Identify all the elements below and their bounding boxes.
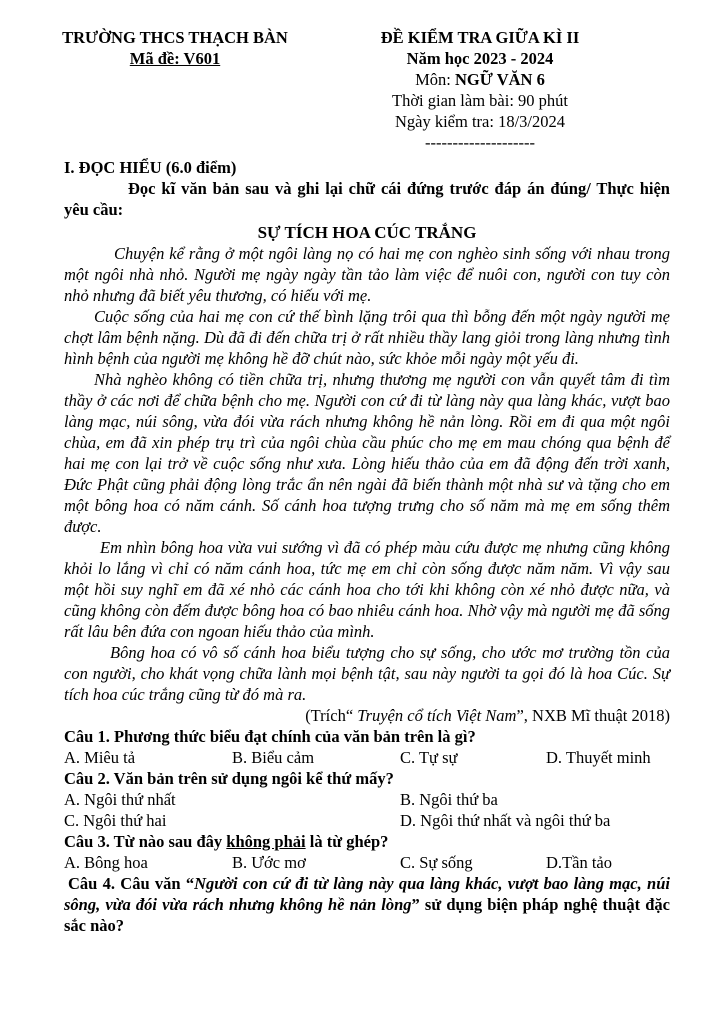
- question-4: [64, 873, 670, 936]
- story-paragraph: Nhà nghèo không có tiền chữa trị, nhưng thương mẹ người con vẫn quyết tâm đi tìm thầy ở các nơi để chữa bệnh cho mẹ. Người con cứ đi từ làng này qua làng khác, vượt bao làng mạc, núi sông, vừa đói vừa rách nhưng không hề nản lòng. Rồi em đi qua một ngôi chùa, em đã xin phép trụ trì của ngôi chùa cầu phúc cho mẹ em mau chóng qua bệnh để hai mẹ con lại trở về cuộc sống như xưa. Lòng hiếu thảo của em đã động đến trời xanh, Đức Phật cũng phải động lòng trắc ẩn nên ngài đã biến thành một nhà sư và tặng cho em một bông hoa có năm cánh. Số cánh hoa tượng trưng cho số năm mà mẹ em sống thêm được.: [64, 370, 670, 536]
- question-1: Câu 1. Phương thức biểu đạt chính của văn bản trên là gì?: [64, 727, 476, 746]
- option-b: B. Ước mơ: [232, 853, 306, 872]
- subject-name: NGỮ VĂN 6: [455, 70, 545, 89]
- option-c: C. Tự sự: [400, 748, 458, 767]
- exam-date: Ngày kiểm tra: 18/3/2024: [394, 112, 565, 131]
- school-name: TRƯỜNG THCS THẠCH BÀN: [62, 28, 288, 47]
- option-d: D. Ngôi thứ nhất và ngôi thứ ba: [400, 811, 611, 830]
- source-suffix: ”, NXB Mĩ thuật 2018): [516, 706, 670, 725]
- story-paragraph: Cuộc sống của hai mẹ con cứ thế bình lặng trôi qua thì bỗng đến một ngày người mẹ chợt lâm bệnh nặng. Dù đã đi đến chữa trị ở rất nhiều thầy lang giỏi trong làng nhưng tình hình bệnh của người mẹ không hề đỡ chút nào, sức khỏe mỗi ngày một yếu đi.: [64, 307, 670, 368]
- question-2: Câu 2. Văn bản trên sử dụng ngôi kể thứ mấy?: [64, 769, 394, 788]
- option-b: B. Ngôi thứ ba: [400, 790, 498, 809]
- subject-prefix: Môn:: [415, 70, 456, 89]
- story-paragraph: Em nhìn bông hoa vừa vui sướng vì đã có phép màu cứu được mẹ nhưng cũng không khỏi lo lắng vì chỉ có năm cánh hoa, tức mẹ em chỉ còn sống được năm năm. Vì vậy sau một hồi suy nghĩ em đã xé nhỏ các cánh hoa cho tới khi không còn xé nhỏ được nữa, và cũng không còn đếm được bông hoa có bao nhiêu cánh hoa. Nhờ vậy mà người mẹ đã sống rất lâu bên đứa con ngoan hiếu thảo của mình.: [64, 538, 670, 641]
- question-3: [64, 831, 670, 852]
- option-d: D. Thuyết minh: [546, 748, 651, 767]
- question-1-options: [64, 747, 670, 768]
- question-2-options-row-1: [64, 789, 670, 810]
- header-left: [30, 27, 320, 69]
- story-source: [64, 705, 670, 726]
- option-b: B. Biểu cảm: [232, 748, 315, 767]
- option-c: C. Sự sống: [400, 853, 473, 872]
- option-d: D.Tần tảo: [546, 853, 612, 872]
- question-3-options: [64, 852, 670, 873]
- option-a: A. Miêu tả: [64, 748, 136, 767]
- question-4-text-before: Câu 4. Câu văn “: [68, 874, 195, 893]
- question-4-text-after: ” sử dụng biện pháp nghệ thuật đặc sắc nào?: [64, 895, 670, 935]
- option-c: C. Ngôi thứ hai: [64, 811, 167, 830]
- subject-line: [350, 69, 610, 90]
- question-3-text-before: Câu 3. Từ nào sau đây: [64, 832, 227, 851]
- source-prefix: (Trích“: [305, 706, 358, 725]
- exam-title: ĐỀ KIỂM TRA GIỮA KÌ II: [380, 28, 580, 47]
- story-paragraph: Chuyện kể rằng ở một ngôi làng nọ có hai mẹ con nghèo sinh sống với nhau trong một ngôi nhà nhỏ. Người mẹ ngày ngày tần tảo làm việc để nuôi con, người con tuy còn nhỏ nhưng đã biết yêu thương, có hiếu với mẹ.: [64, 244, 670, 305]
- source-title: Truyện cổ tích Việt Nam: [357, 706, 517, 725]
- section-instruction: Đọc kĩ văn bản sau và ghi lại chữ cái đứng trước đáp án đúng/ Thực hiện yêu cầu:: [64, 179, 670, 219]
- question-4-quote: Người con cứ đi từ làng này qua làng khác, vượt bao làng mạc, núi sông, vừa đói vừa rách nhưng không hề nản lòng: [64, 874, 670, 914]
- question-3-text-after: là từ ghép?: [305, 832, 389, 851]
- story-title: SỰ TÍCH HOA CÚC TRẮNG: [257, 223, 477, 242]
- school-year: Năm học 2023 - 2024: [406, 49, 554, 68]
- story-paragraph: Bông hoa có vô số cánh hoa biểu tượng cho sự sống, cho ước mơ trường tồn của con người, cho khát vọng chữa lành mọi bệnh tật, sau này người ta gọi đó là hoa Cúc. Sự tích hoa cúc trắng cũng từ đó mà ra.: [64, 643, 670, 704]
- question-2-options-row-2: [64, 810, 670, 831]
- exam-duration: Thời gian làm bài: 90 phút: [392, 91, 568, 110]
- option-a: A. Ngôi thứ nhất: [64, 790, 176, 809]
- header-right: [350, 27, 610, 153]
- header-divider: --------------------: [425, 133, 535, 152]
- option-a: A. Bông hoa: [64, 853, 148, 872]
- exam-code: Mã đề: V601: [129, 49, 221, 68]
- exam-content: [64, 157, 670, 936]
- question-3-underlined: không phải: [226, 832, 306, 851]
- section-title: I. ĐỌC HIỂU (6.0 điểm): [64, 158, 237, 177]
